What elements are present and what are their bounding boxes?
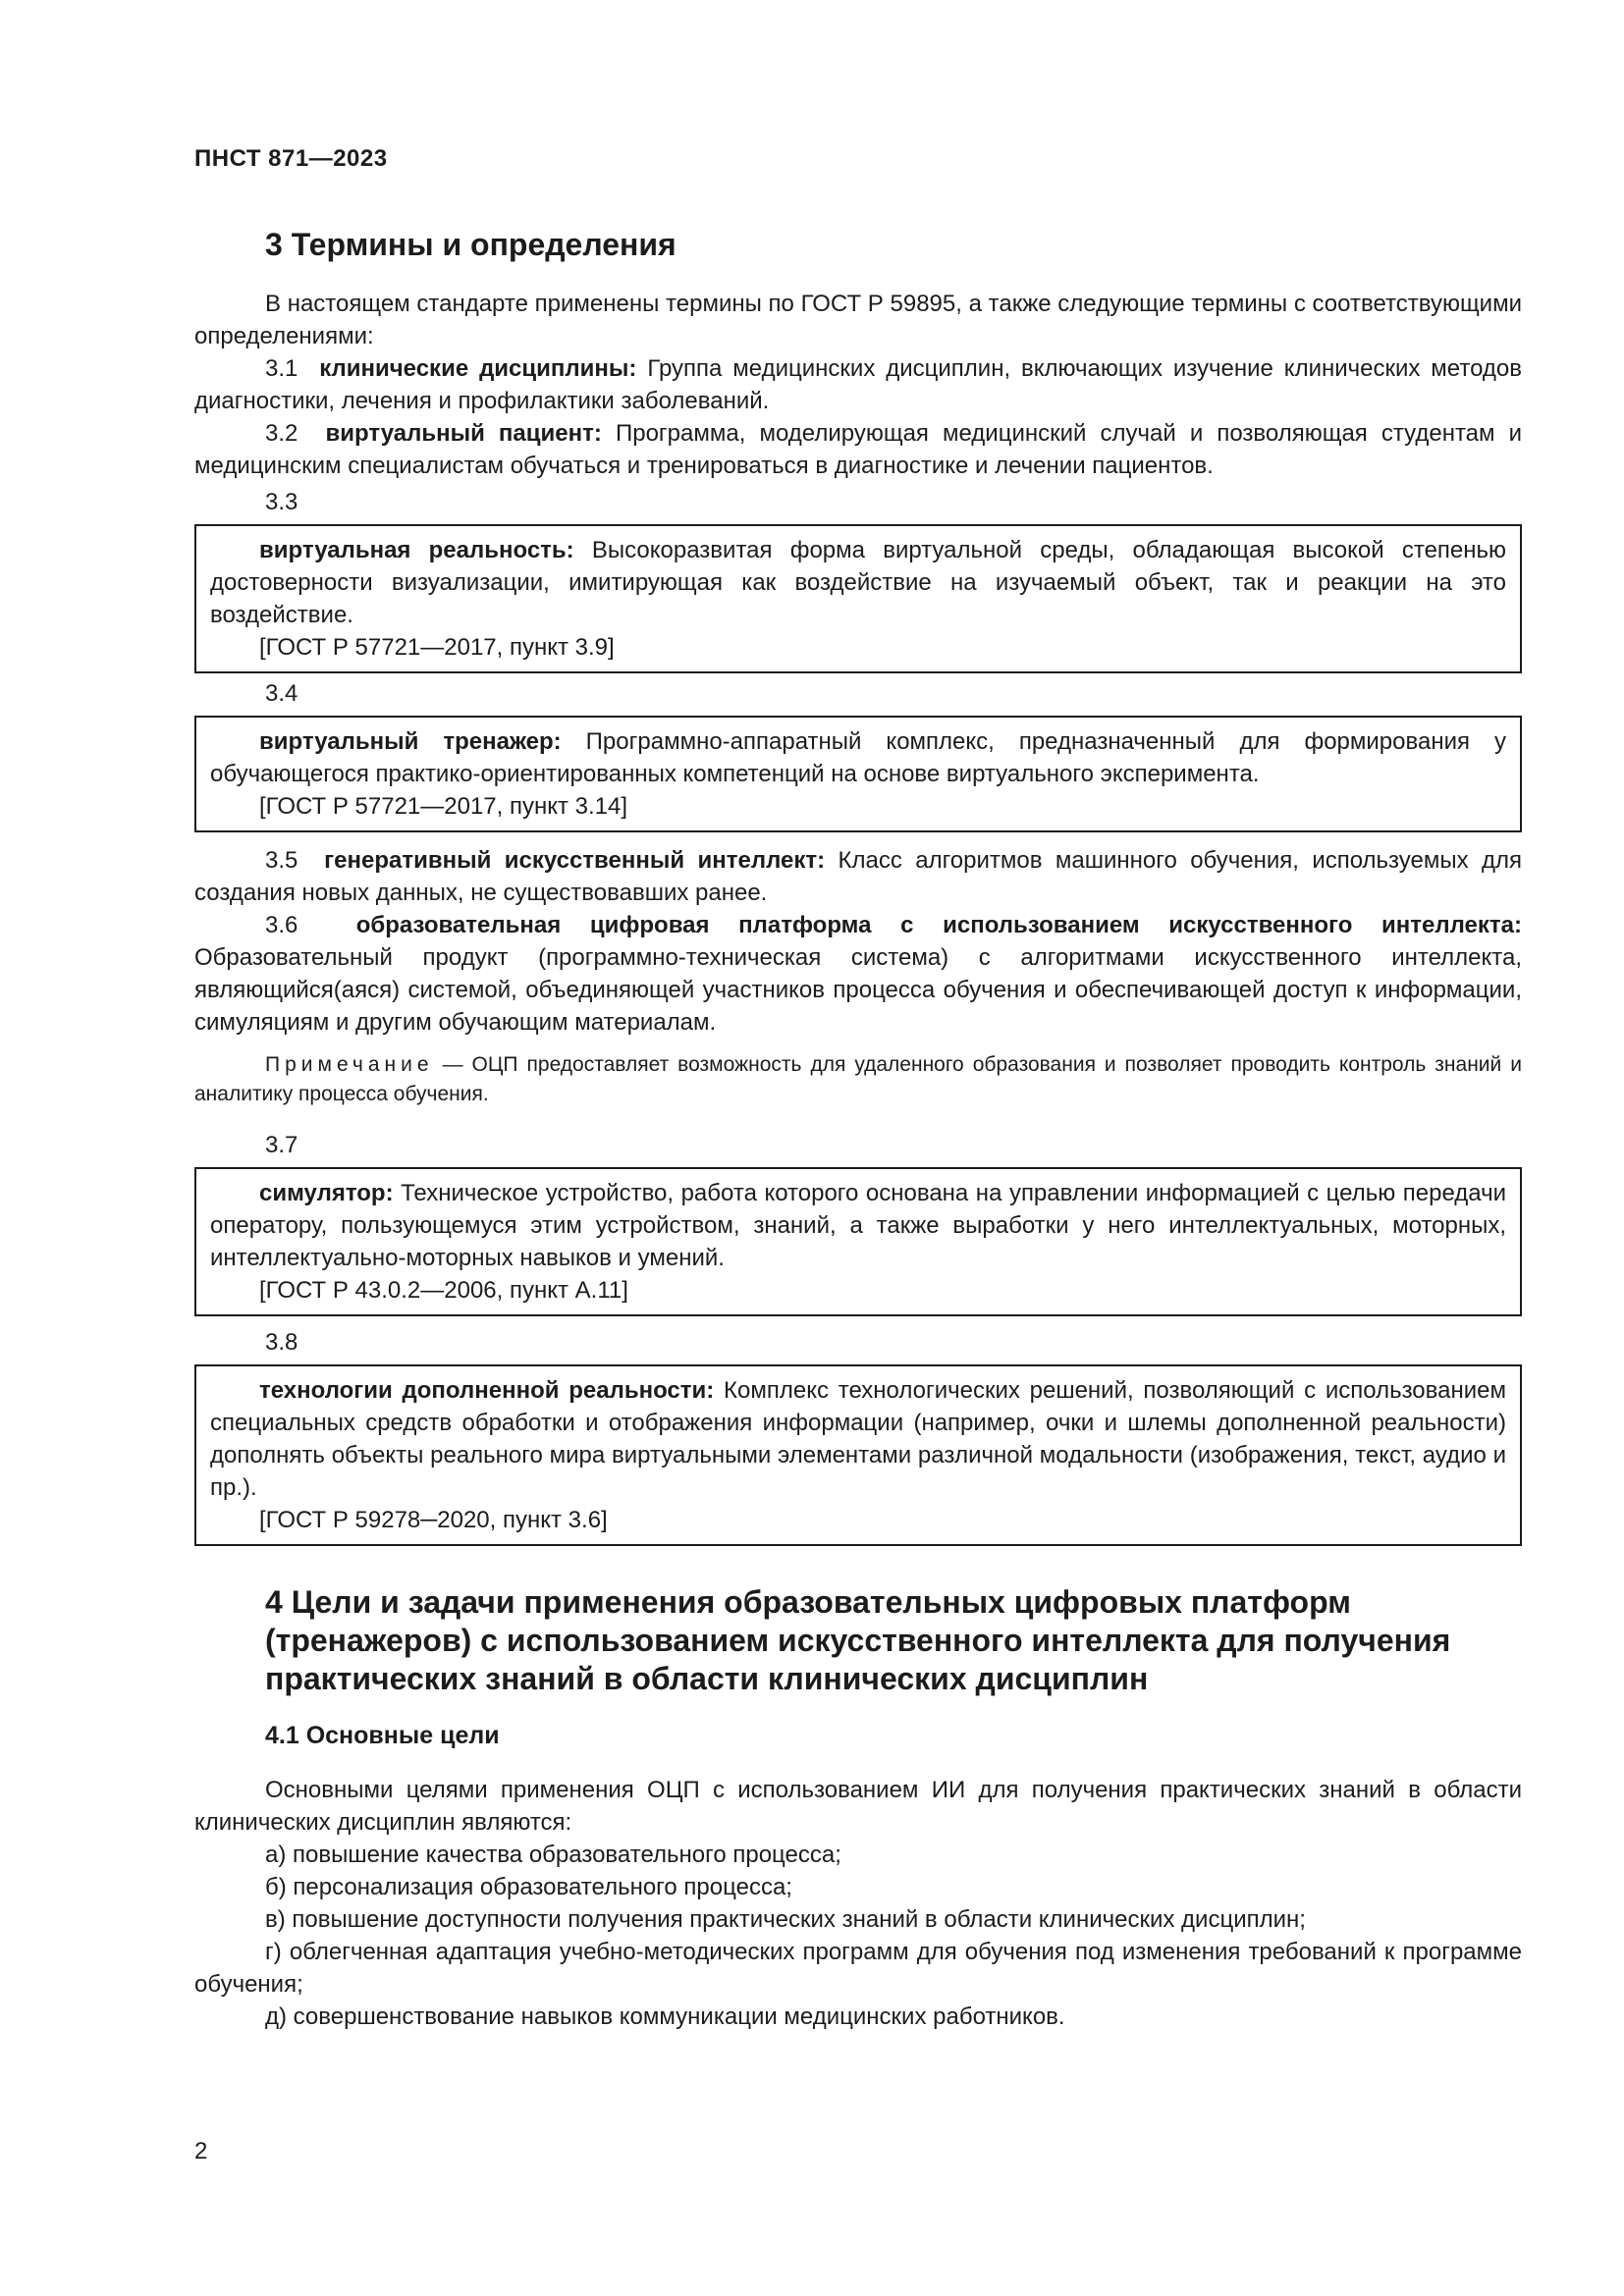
term-3-8-box xyxy=(194,1364,1522,1546)
term-name: генеративный искусственный интеллект: xyxy=(324,847,826,874)
term-3-7-number: 3.7 xyxy=(265,1132,298,1158)
term-source: [ГОСТ Р 57721—2017, пункт 3.9] xyxy=(259,634,615,661)
section-4-1-intro: Основными целями применения ОЦП с использованием ИИ для получения практических знаний в области клинических дисциплин являются: xyxy=(194,1777,1522,1836)
term-name: образовательная цифровая платформа с использованием искусственного интеллекта: xyxy=(355,912,1522,938)
term-definition: Класс алгоритмов машинного обучения, используемых для создания новых данных, не существовавших ранее. xyxy=(194,847,1523,906)
list-item: д) совершенствование навыков коммуникации медицинских работников. xyxy=(265,2003,1065,2030)
term-source: [ГОСТ Р 59278─2020, пункт 3.6] xyxy=(259,1507,608,1533)
term-3-6 xyxy=(194,909,1522,1039)
list-item: в) повышение доступности получения практических знаний в области клинических дисциплин; xyxy=(265,1906,1306,1933)
term-3-4 xyxy=(210,725,1506,790)
term-definition: Техническое устройство, работа которого основана на управлении информацией с целью передачи оператору, пользующемуся этим устройством, знаний, а также выработки у него интеллектуальных, моторных, интеллектуально-моторных навыков и умений. xyxy=(210,1180,1506,1271)
term-number: 3.6 xyxy=(265,912,298,938)
term-definition: Группа медицинских дисциплин, включающих изучение клинических методов диагностики, лечения и профилактики заболеваний. xyxy=(194,355,1523,414)
list-item: а) повышение качества образовательного процесса; xyxy=(265,1842,841,1868)
term-3-2 xyxy=(194,417,1522,482)
term-definition: Комплекс технологических решений, позволяющий с использованием специальных средств обработки и отображения информации (например, очки и шлемы дополненной реальности) дополнять объекты реального мира виртуальными элементами различной модальности (изображения, текст, аудио и пр.). xyxy=(210,1377,1506,1501)
section-3-body xyxy=(194,288,1522,2033)
term-3-8-number: 3.8 xyxy=(265,1329,298,1356)
term-name: симулятор: xyxy=(259,1180,394,1206)
term-3-3 xyxy=(210,534,1506,631)
term-number: 3.2 xyxy=(265,420,298,447)
term-name: технологии дополненной реальности: xyxy=(259,1377,715,1404)
term-source: [ГОСТ Р 57721—2017, пункт 3.14] xyxy=(259,793,628,820)
term-definition: Программно-аппаратный комплекс, предназначенный для формирования у обучающегося практико-ориентированных компетенций на основе виртуального эксперимента. xyxy=(210,728,1506,787)
term-3-7-box xyxy=(194,1167,1522,1316)
term-name: виртуальный тренажер: xyxy=(259,728,562,755)
term-number: 3.5 xyxy=(265,847,298,874)
section-3-intro: В настоящем стандарте применены термины по ГОСТ Р 59895, а также следующие термины с соответствующими определениями: xyxy=(194,291,1522,349)
term-number: 3.1 xyxy=(265,355,298,382)
note xyxy=(194,1050,1522,1109)
term-3-1 xyxy=(194,352,1522,417)
list-item: г) облегченная адаптация учебно-методических программ для обучения под изменения требований к программе обучения; xyxy=(194,1939,1522,1998)
term-3-3-box xyxy=(194,524,1522,673)
page-number: 2 xyxy=(194,2138,208,2164)
term-3-4-box xyxy=(194,716,1522,832)
note-label: Примечание xyxy=(265,1053,434,1076)
term-definition: Образовательный продукт (программно-техническая система) с алгоритмами искусственного интеллекта, являющийся(аяся) системой, объединяющей участников процесса обучения и обеспечивающей доступ к информации, симуляциям и другим обучающим материалам. xyxy=(194,944,1522,1036)
term-name: клинические дисциплины: xyxy=(319,355,637,382)
term-3-5 xyxy=(194,844,1522,909)
term-name: виртуальная реальность: xyxy=(259,537,574,563)
term-3-3-number: 3.3 xyxy=(265,489,298,515)
section-3-title: 3 Термины и определения xyxy=(265,227,677,262)
term-source: [ГОСТ Р 43.0.2—2006, пункт А.11] xyxy=(259,1277,628,1304)
term-3-8 xyxy=(210,1374,1506,1504)
term-name: виртуальный пациент: xyxy=(325,420,602,447)
list-item: б) персонализация образовательного процесса; xyxy=(265,1874,792,1900)
subsection-4-1-title: 4.1 Основные цели xyxy=(265,1722,500,1749)
term-definition: Высокоразвитая форма виртуальной среды, обладающая высокой степенью достоверности визуализации, имитирующая как воздействие на изучаемый объект, так и реакции на это воздействие. xyxy=(210,537,1507,628)
term-3-4-number: 3.4 xyxy=(265,680,298,707)
term-definition: Программа, моделирующая медицинский случай и позволяющая студентам и медицинским специалистам обучаться и тренироваться в диагностике и лечении пациентов. xyxy=(194,420,1523,479)
note-text: — ОЦП предоставляет возможность для удаленного образования и позволяет проводить контроль знаний и аналитику процесса обучения. xyxy=(194,1053,1522,1105)
document-code: ПНСТ 871—2023 xyxy=(194,145,388,172)
term-3-7 xyxy=(210,1177,1506,1274)
section-4-title: 4 Цели и задачи применения образовательных цифровых платформ (тренажеров) с использованием искусственного интеллекта для получения практических знаний в области клинических дисциплин xyxy=(265,1584,1451,1696)
